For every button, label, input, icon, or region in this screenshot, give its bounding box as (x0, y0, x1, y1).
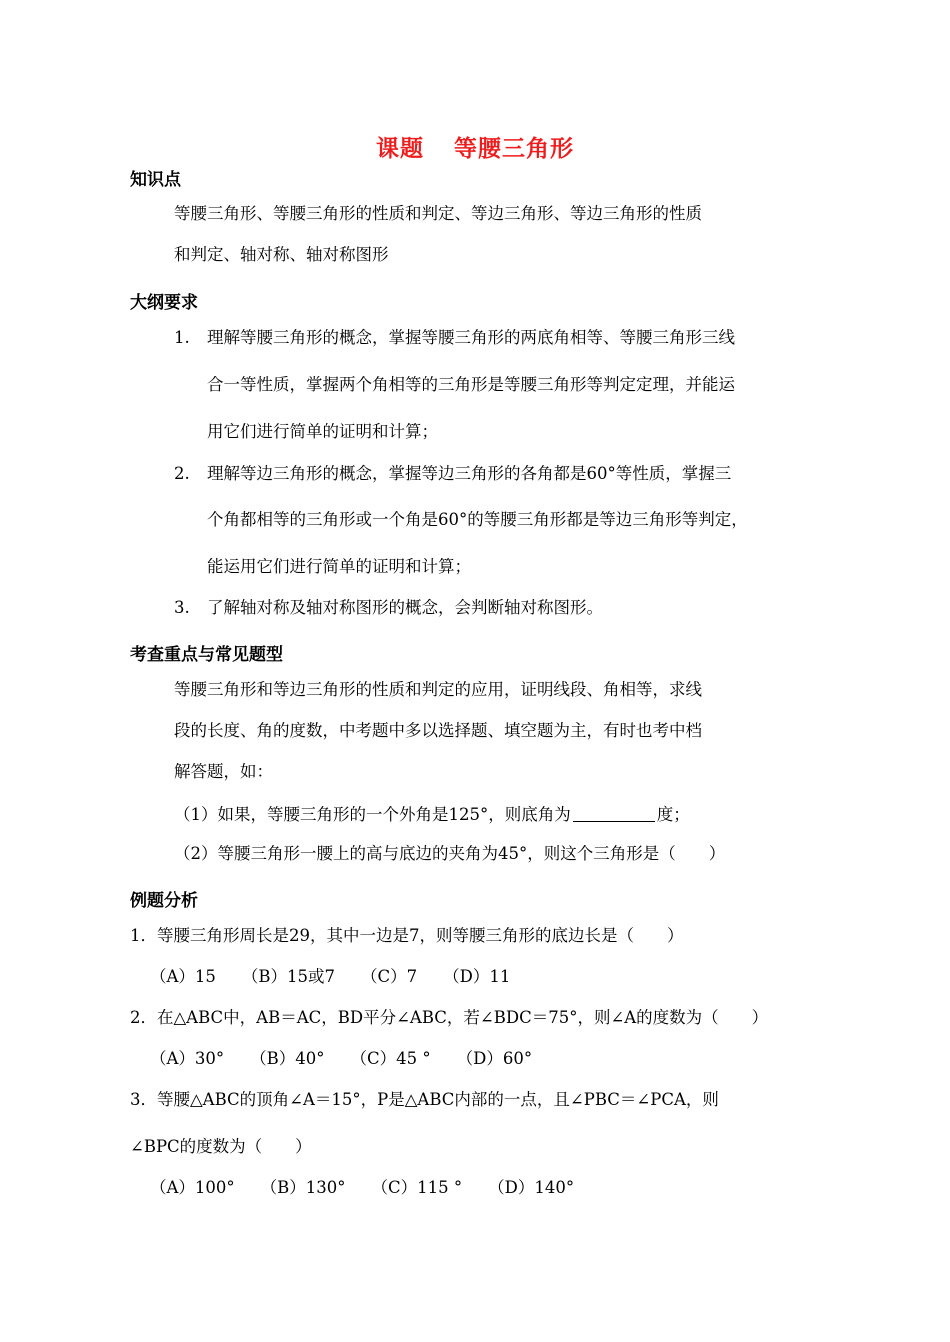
page-title (0, 130, 950, 163)
option-c: （C）45 ° (350, 1049, 431, 1068)
syllabus-item-number: 3. (174, 598, 190, 617)
option-b: （B）130° (260, 1178, 346, 1197)
answer-blank[interactable] (573, 805, 655, 822)
example-question-3: 3．等腰△ABC的顶角∠A＝15°，P是△ABC内部的一点，且∠PBC＝∠PCA，则 (130, 1090, 719, 1109)
focus-heading: 考查重点与常见题型 (130, 645, 283, 665)
option-a: （A）30° (150, 1049, 225, 1068)
option-b: （B）40° (250, 1049, 325, 1068)
focus-question-1-unit: 度； (656, 805, 690, 824)
example-question-2-options (150, 1051, 558, 1068)
option-d: （D）140° (488, 1178, 575, 1197)
knowledge-heading: 知识点 (130, 170, 181, 190)
option-d: （D）60° (456, 1049, 533, 1068)
focus-line: 等腰三角形和等边三角形的性质和判定的应用，证明线段、角相等，求线 (174, 680, 702, 699)
syllabus-item-line: 理解等腰三角形的概念，掌握等腰三角形的两底角相等、等腰三角形三线 (207, 328, 735, 347)
syllabus-item-line: 了解轴对称及轴对称图形的概念，会判断轴对称图形。 (207, 598, 603, 617)
option-a: （A）15 (150, 967, 216, 986)
option-b: （B）15或7 (241, 967, 336, 986)
option-c: （C）7 (361, 967, 418, 986)
title-part1: 课题 (376, 136, 424, 162)
syllabus-item-line: 个角都相等的三角形或一个角是60°的等腰三角形都是等边三角形等判定， (207, 510, 748, 529)
focus-line: 段的长度、角的度数，中考题中多以选择题、填空题为主，有时也考中档 (174, 721, 702, 740)
focus-question-2: （2）等腰三角形一腰上的高与底边的夹角为45°，则这个三角形是（ ） (174, 844, 726, 863)
example-question-1-options (150, 969, 536, 986)
syllabus-item-line: 合一等性质，掌握两个角相等的三角形是等腰三角形等判定定理，并能运 (207, 375, 735, 394)
option-a: （A）100° (150, 1178, 235, 1197)
focus-question-1 (174, 805, 690, 824)
example-question-1: 1．等腰三角形周长是29，其中一边是7，则等腰三角形的底边长是（ ） (130, 926, 684, 945)
example-question-3-cont: ∠BPC的度数为（ ） (130, 1137, 312, 1156)
example-question-3-options (150, 1180, 600, 1197)
focus-question-1-text: （1）如果，等腰三角形的一个外角是125°，则底角为 (174, 805, 571, 824)
syllabus-item-number: 1. (174, 328, 190, 347)
example-question-2: 2．在△ABC中，AB＝AC，BD平分∠ABC，若∠BDC＝75°，则∠A的度数为（ ） (130, 1008, 769, 1027)
syllabus-item-line: 理解等边三角形的概念，掌握等边三角形的各角都是60°等性质，掌握三 (207, 464, 732, 483)
syllabus-item-line: 用它们进行简单的证明和计算； (207, 422, 438, 441)
examples-heading: 例题分析 (130, 891, 198, 911)
knowledge-line: 和判定、轴对称、轴对称图形 (174, 245, 389, 264)
option-d: （D）11 (443, 967, 511, 986)
title-part2: 等腰三角形 (454, 136, 574, 162)
syllabus-item-line: 能运用它们进行简单的证明和计算； (207, 557, 471, 576)
knowledge-line: 等腰三角形、等腰三角形的性质和判定、等边三角形、等边三角形的性质 (174, 204, 702, 223)
syllabus-item-number: 2. (174, 464, 190, 483)
syllabus-heading: 大纲要求 (130, 293, 198, 313)
focus-line: 解答题，如： (174, 762, 273, 781)
option-c: （C）115 ° (371, 1178, 463, 1197)
